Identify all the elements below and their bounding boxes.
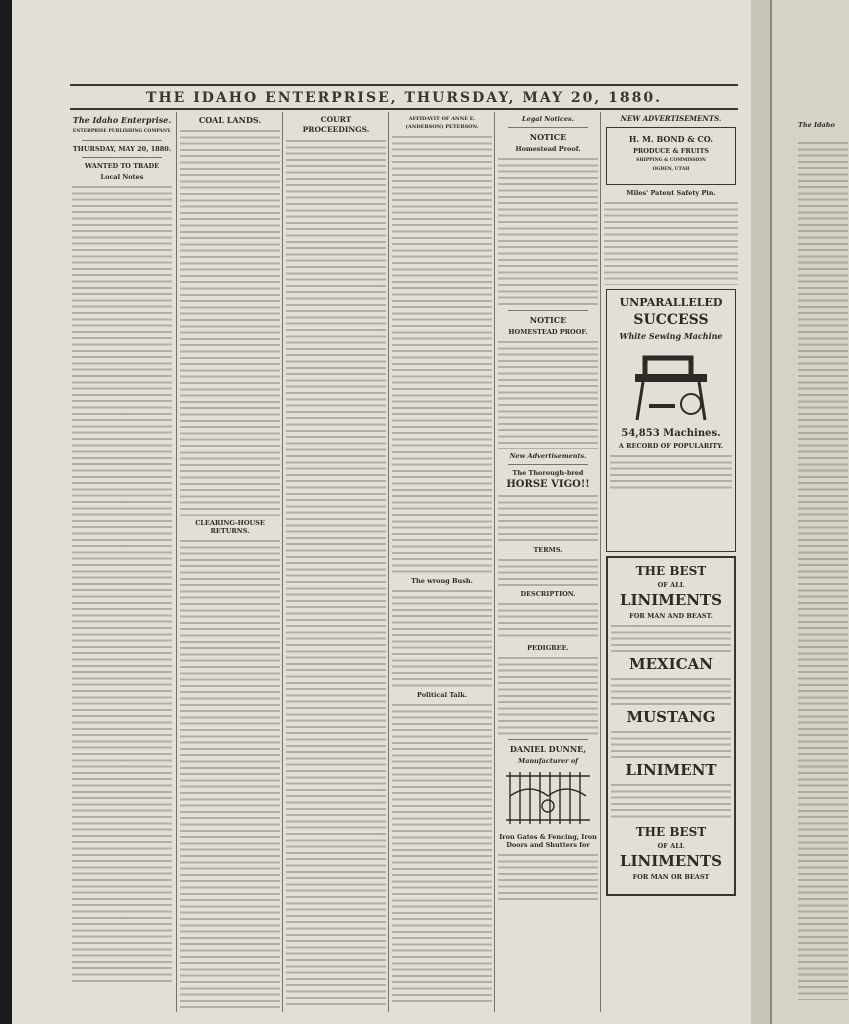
legal-notices-heading: Legal Notices. [522,115,574,123]
column-text [286,138,386,1008]
sewing-machine-illustration [621,344,721,424]
affidavit-heading: AFFIDAVIT OF ANNE E. (ANDERSON) PETERSON. [405,116,479,130]
column-text [611,782,731,822]
column-text [498,601,598,641]
nameplate: The Idaho Enterprise. [72,115,172,125]
homestead-proof-heading: Homestead Proof. [515,145,581,153]
record-heading: A RECORD OF POPULARITY. [618,442,724,451]
machines-count: 54,853 Machines. [621,428,721,440]
mexican-heading: MEXICAN [629,655,713,673]
column-5 [498,112,598,1012]
masthead-rule-top [70,84,738,86]
column-rule [176,112,177,1012]
mustang-heading: MUSTANG [626,708,716,726]
new-advertisements-banner: NEW ADVERTISEMENTS. [620,114,722,123]
iron-gate-illustration [500,768,596,828]
next-page-nameplate: The Idaho [798,121,835,129]
column-6 [604,112,738,1012]
column-text [392,134,492,574]
new-advertisements-heading: New Advertisements. [509,452,587,460]
bond-produce: PRODUCE & FRUITS [632,147,710,155]
wrong-bush-heading: The wrong Bush. [411,577,473,585]
column-text [611,623,731,653]
column-1 [72,112,172,1012]
sewing-machine-advertisement [606,289,736,552]
bond-location: OGDEN, UTAH [652,167,690,173]
notice-heading: NOTICE [529,132,567,142]
coal-lands-heading: COAL LANDS. [198,115,262,125]
notice-heading-2: NOTICE [529,315,567,325]
column-text [611,729,731,759]
liniment-heading: LINIMENT [625,761,717,779]
manufacturer-line: Manufacturer of [518,757,578,765]
horse-tagline: The Thorough-bred [512,469,584,477]
description-heading: DESCRIPTION. [520,590,576,598]
best-of-all-heading-2: THE BEST [635,825,707,839]
column-text [498,493,598,543]
dateline: THURSDAY, MAY 20, 1880. [72,145,172,153]
column-rule [388,112,389,1012]
column-text [72,184,172,984]
clearing-house-heading: CLEARING-HOUSE RETURNS. [195,519,265,535]
liniment-advertisement [606,556,736,896]
bond-shipping: SHIPPING & COMMISSION [636,158,706,163]
daniel-dunne-heading: DANIEL DUNNE, [509,744,587,754]
column-4 [392,112,492,1012]
column-3 [286,112,386,1012]
column-2 [180,112,280,1012]
best-of-all-heading: THE BEST [635,564,707,578]
pedigree-heading: PEDIGREE. [527,644,569,652]
column-text [180,128,280,516]
liniments-heading-2: LINIMENTS [619,852,723,870]
terms-heading: TERMS. [533,546,563,554]
column-text [180,538,280,1008]
column-text [498,852,598,902]
column-text [604,200,738,285]
of-all-heading-2: OF ALL [657,842,685,850]
column-text [498,557,598,587]
column-text [498,156,598,306]
masthead-title: THE IDAHO ENTERPRISE, THURSDAY, MAY 20, 1880. [146,90,662,106]
masthead-rule-bottom [70,108,738,110]
iron-gates-heading: Iron Gates & Fencing, Iron Doors and Shutters for [499,833,597,850]
column-rule [494,112,495,1012]
column-text [798,140,848,1000]
column-text [498,655,598,735]
for-man-heading: FOR MAN AND BEAST. [629,612,713,620]
liniments-heading: LINIMENTS [619,591,723,609]
publisher-line: ENTERPRISE PUBLISHING COMPANY. [72,129,172,134]
page-gutter [751,0,771,1024]
bond-advertisement [606,127,736,185]
column-text [392,702,492,1002]
horse-vigo-heading: HORSE VIGO!! [506,479,590,490]
safety-pin-heading: Miles' Patent Safety Pin. [626,189,716,197]
success-heading: SUCCESS [633,312,709,328]
newspaper-page [12,0,836,1024]
column-text [392,588,492,688]
of-all-heading: OF ALL [657,581,685,589]
local-news-heading: Local Notes [100,173,144,181]
column-text [611,676,731,706]
column-text [498,339,598,449]
court-proceedings-heading: COURT PROCEEDINGS. [302,115,370,134]
next-page-edge [770,0,849,1024]
column-text [610,453,732,493]
homestead-proof-heading-2: HOMESTEAD PROOF. [508,328,588,336]
political-talk-heading: Political Talk. [416,691,468,699]
wanted-heading: WANTED TO TRADE [84,162,160,170]
column-rule [282,112,283,1012]
column-rule [600,112,601,1012]
white-machine-heading: White Sewing Machine [619,331,723,341]
unparalleled-heading: UNPARALLELED [619,296,723,309]
for-man-heading-2: FOR MAN OR BEAST [632,873,710,881]
bond-name: H. M. BOND & CO. [628,134,714,144]
